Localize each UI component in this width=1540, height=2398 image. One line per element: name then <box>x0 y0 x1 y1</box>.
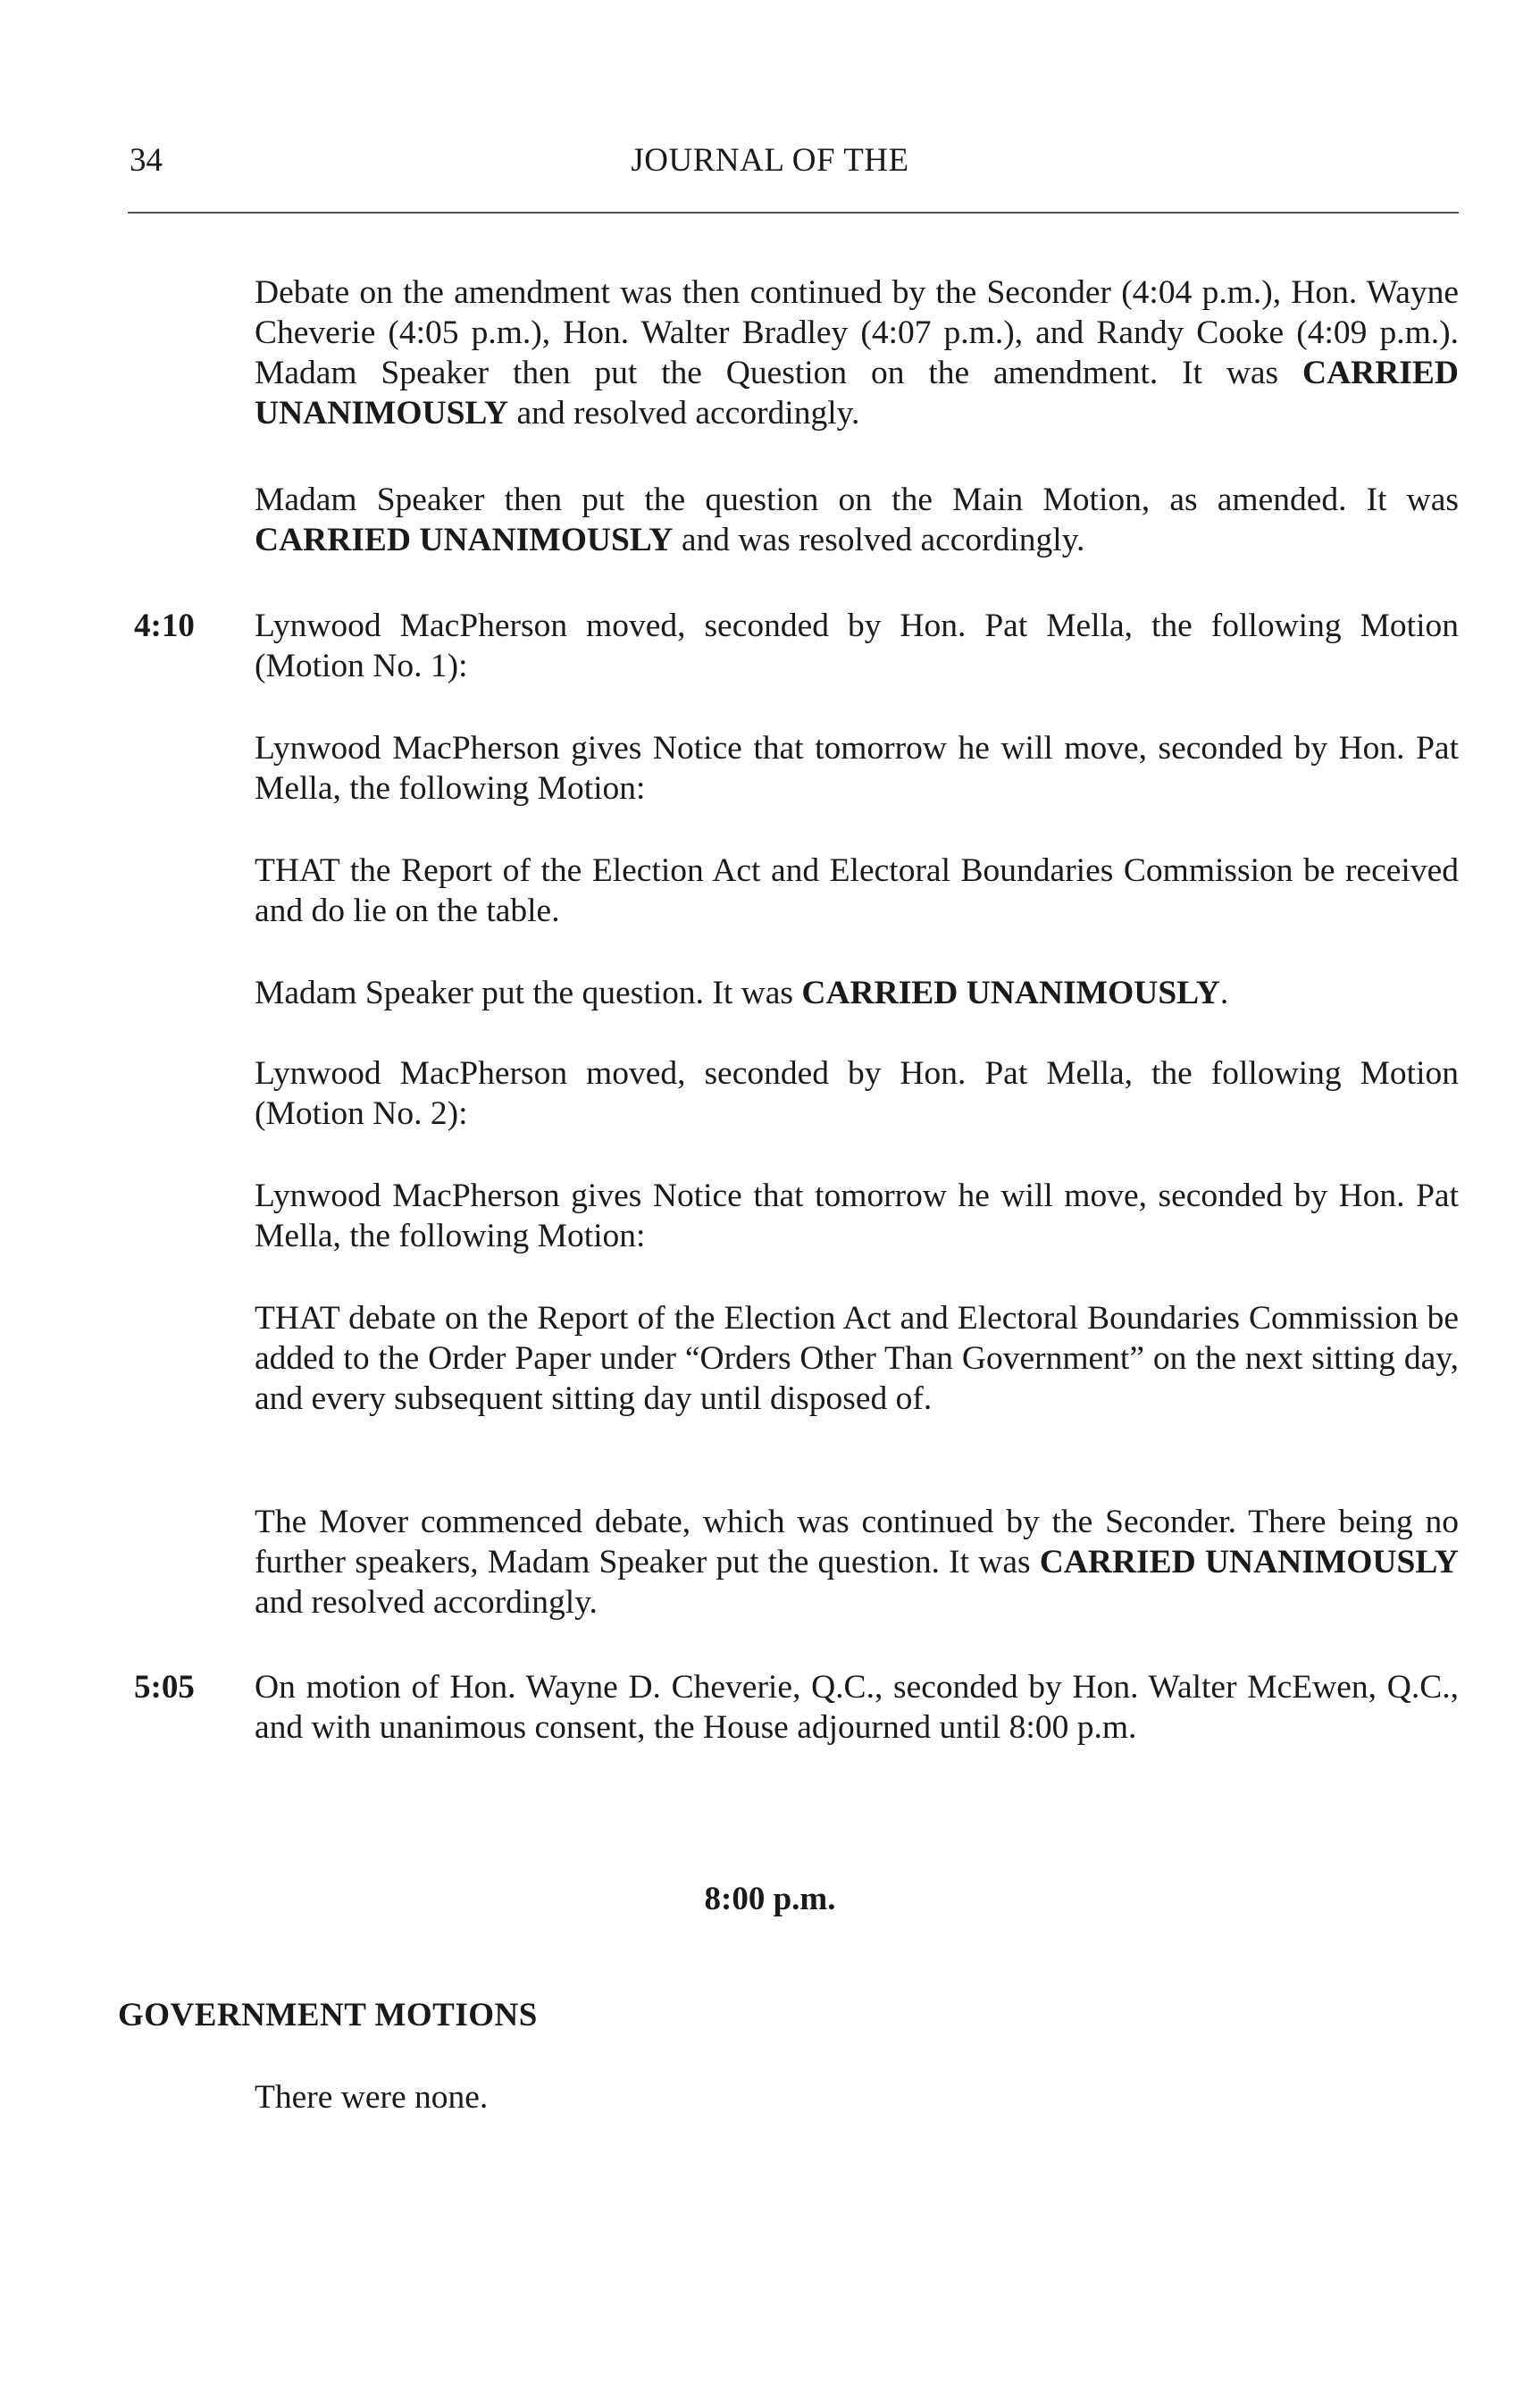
bold-result: CARRIED UNANIMOUSLY <box>801 975 1220 1011</box>
section-heading-government-motions: GOVERNMENT MOTIONS <box>118 1997 538 2033</box>
paragraph-amendment-debate <box>255 272 1459 433</box>
paragraph-text: . <box>1219 975 1229 1011</box>
paragraph-text: and resolved accordingly. <box>255 1584 598 1621</box>
paragraph-resolution-1: THAT the Report of the Election Act and Electoral Boundaries Commission be received and do lie on the table. <box>255 852 1459 929</box>
paragraph-text: Madam Speaker put the question. It was <box>255 975 802 1011</box>
paragraph-notice-2: Lynwood MacPherson gives Notice that tomorrow he will move, seconded by Hon. Pat Mella, the following Motion: <box>255 1178 1459 1254</box>
bold-result: CARRIED UNANIMOUSLY <box>255 522 674 558</box>
paragraph-text: Debate on the amendment was then continued by the Seconder (4:04 p.m.), Hon. Wayne Cheverie (4:05 p.m.), Hon. Walter Bradley (4:07 p.m.), and Randy Cooke (4:09 p.m.). Madam Speaker then put the Question on the amendment. It was <box>255 274 1459 391</box>
paragraph-question-1 <box>255 973 1459 1013</box>
paragraph-text: The Mover commenced debate, which was continued by the Seconder. There being no further speakers, Madam Speaker put the question. It was <box>255 1504 1459 1580</box>
bold-result: CARRIED UNANIMOUSLY <box>1039 1544 1459 1580</box>
paragraph-text: and was resolved accordingly. <box>673 522 1085 558</box>
paragraph-text: and resolved accordingly. <box>508 395 860 432</box>
paragraph-debate-result <box>255 1502 1459 1622</box>
evening-sitting-time: 8:00 p.m. <box>704 1881 836 1917</box>
paragraph-motion-2: Lynwood MacPherson moved, seconded by Hon. Pat Mella, the following Motion (Motion No. 2): <box>255 1055 1459 1132</box>
paragraph-main-motion <box>255 480 1459 560</box>
bold-result: CARRIED UNANIMOUSLY <box>255 355 1459 432</box>
paragraph-adjournment: On motion of Hon. Wayne D. Cheverie, Q.C., seconded by Hon. Walter McEwen, Q.C., and with unanimous consent, the House adjourned until 8:00 p.m. <box>255 1669 1459 1746</box>
paragraph-resolution-2: THAT debate on the Report of the Election Act and Electoral Boundaries Commission be added to the Order Paper under “Orders Other Than Government” on the next sitting day, and every subsequent sitting day until disposed of. <box>255 1300 1459 1417</box>
paragraph-motion-1: Lynwood MacPherson moved, seconded by Hon. Pat Mella, the following Motion (Motion No. 1): <box>255 608 1459 684</box>
page-number: 34 <box>130 142 163 179</box>
journal-title: JOURNAL OF THE <box>631 142 909 179</box>
time-label-410: 4:10 <box>134 608 195 644</box>
paragraph-none: There were none. <box>255 2079 489 2116</box>
paragraph-notice-1: Lynwood MacPherson gives Notice that tomorrow he will move, seconded by Hon. Pat Mella, the following Motion: <box>255 730 1459 807</box>
time-label-505: 5:05 <box>134 1669 195 1706</box>
header-divider <box>128 212 1459 214</box>
paragraph-text: Madam Speaker then put the question on the Main Motion, as amended. It was <box>255 482 1459 518</box>
